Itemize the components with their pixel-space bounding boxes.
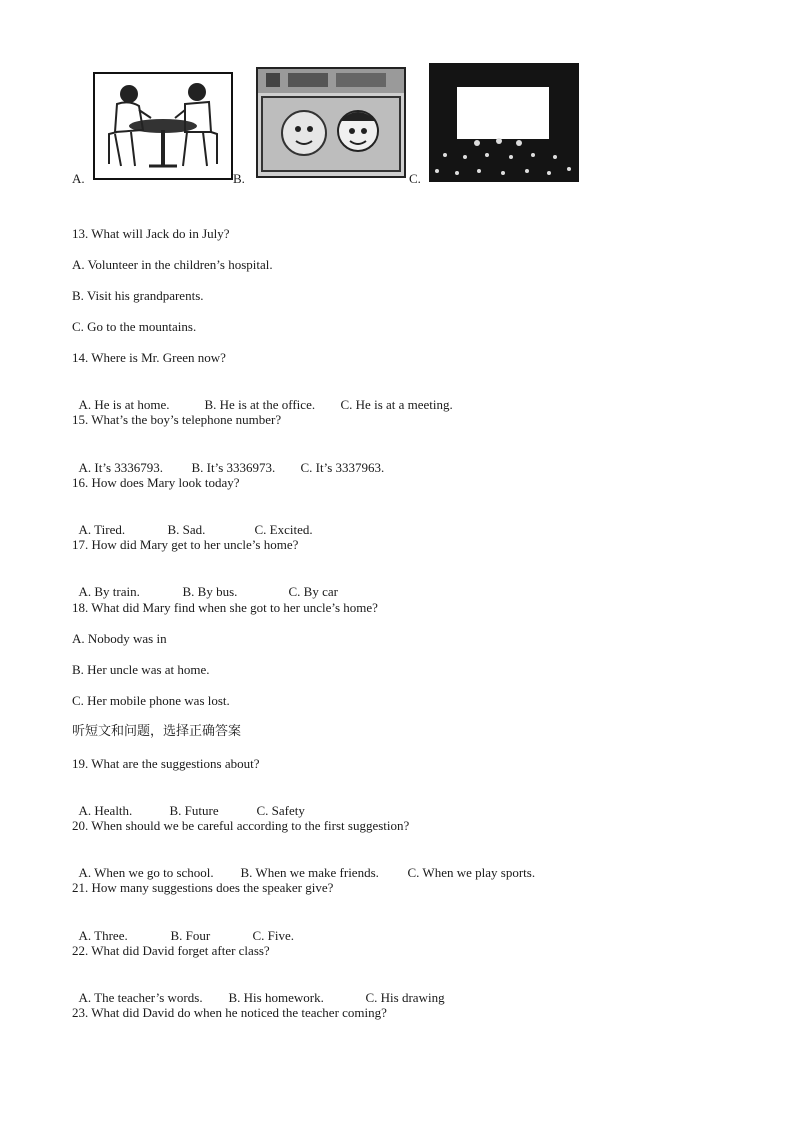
question-21-stem: 21. How many suggestions does the speaker give? xyxy=(72,880,334,895)
question-18-option-b: B. Her uncle was at home. xyxy=(72,662,210,677)
question-16-stem: 16. How does Mary look today? xyxy=(72,475,240,490)
question-19-option-b: B. Future xyxy=(169,803,219,818)
question-18-option-c: C. Her mobile phone was lost. xyxy=(72,693,230,708)
question-22-stem: 22. What did David forget after class? xyxy=(72,943,270,958)
question-21-option-a: A. Three. xyxy=(78,928,128,943)
question-15-options xyxy=(72,444,384,476)
question-17-option-b: B. By bus. xyxy=(182,584,238,599)
question-14-options xyxy=(72,381,453,413)
question-20-option-c: C. When we play sports. xyxy=(407,865,536,880)
question-22-option-c: C. His drawing xyxy=(365,990,445,1005)
question-15-option-a: A. It’s 3336793. xyxy=(78,460,163,475)
question-16-options xyxy=(72,506,313,538)
question-17-option-a: A. By train. xyxy=(78,584,140,599)
option-letter-a: A. xyxy=(72,171,85,186)
question-17-options xyxy=(72,568,338,600)
question-13-stem: 13. What will Jack do in July? xyxy=(72,226,230,241)
option-letter-b: B. xyxy=(233,171,245,186)
question-23-stem: 23. What did David do when he noticed the teacher coming? xyxy=(72,1005,387,1020)
question-14-stem: 14. Where is Mr. Green now? xyxy=(72,350,226,365)
cartoon-tv-picture xyxy=(256,67,406,178)
question-18-option-a: A. Nobody was in xyxy=(72,631,167,646)
question-22-option-b: B. His homework. xyxy=(228,990,324,1005)
section-heading: 听短文和问题，选择正确答案 xyxy=(72,724,242,739)
question-17-stem: 17. How did Mary get to her uncle’s home? xyxy=(72,537,299,552)
question-19-stem: 19. What are the suggestions about? xyxy=(72,756,260,771)
question-21-option-c: C. Five. xyxy=(252,928,295,943)
question-14-option-a: A. He is at home. xyxy=(78,397,170,412)
option-letter-c: C. xyxy=(409,171,421,186)
question-13-option-c: C. Go to the mountains. xyxy=(72,319,197,334)
question-17-option-c: C. By car xyxy=(288,584,338,599)
question-21-option-b: B. Four xyxy=(170,928,211,943)
question-14-option-c: C. He is at a meeting. xyxy=(340,397,453,412)
question-19-option-c: C. Safety xyxy=(256,803,305,818)
question-20-option-b: B. When we make friends. xyxy=(240,865,379,880)
question-16-option-c: C. Excited. xyxy=(254,522,313,537)
question-16-option-b: B. Sad. xyxy=(167,522,206,537)
cinema-screen-picture xyxy=(429,63,579,182)
question-22-options xyxy=(72,974,445,1006)
question-19-options xyxy=(72,787,305,819)
question-21-options xyxy=(72,912,294,944)
couple-eating-at-table-picture xyxy=(93,72,233,180)
question-18-stem: 18. What did Mary find when she got to her uncle’s home? xyxy=(72,600,378,615)
question-16-option-a: A. Tired. xyxy=(78,522,126,537)
question-13-option-a: A. Volunteer in the children’s hospital. xyxy=(72,257,273,272)
question-20-option-a: A. When we go to school. xyxy=(78,865,214,880)
question-13-option-b: B. Visit his grandparents. xyxy=(72,288,204,303)
question-19-option-a: A. Health. xyxy=(78,803,133,818)
question-15-option-b: B. It’s 3336973. xyxy=(191,460,276,475)
question-15-stem: 15. What’s the boy’s telephone number? xyxy=(72,412,282,427)
question-15-option-c: C. It’s 3337963. xyxy=(300,460,385,475)
question-20-stem: 20. When should we be careful according to the first suggestion? xyxy=(72,818,410,833)
question-20-options xyxy=(72,849,535,881)
question-14-option-b: B. He is at the office. xyxy=(204,397,316,412)
question-22-option-a: A. The teacher’s words. xyxy=(78,990,203,1005)
